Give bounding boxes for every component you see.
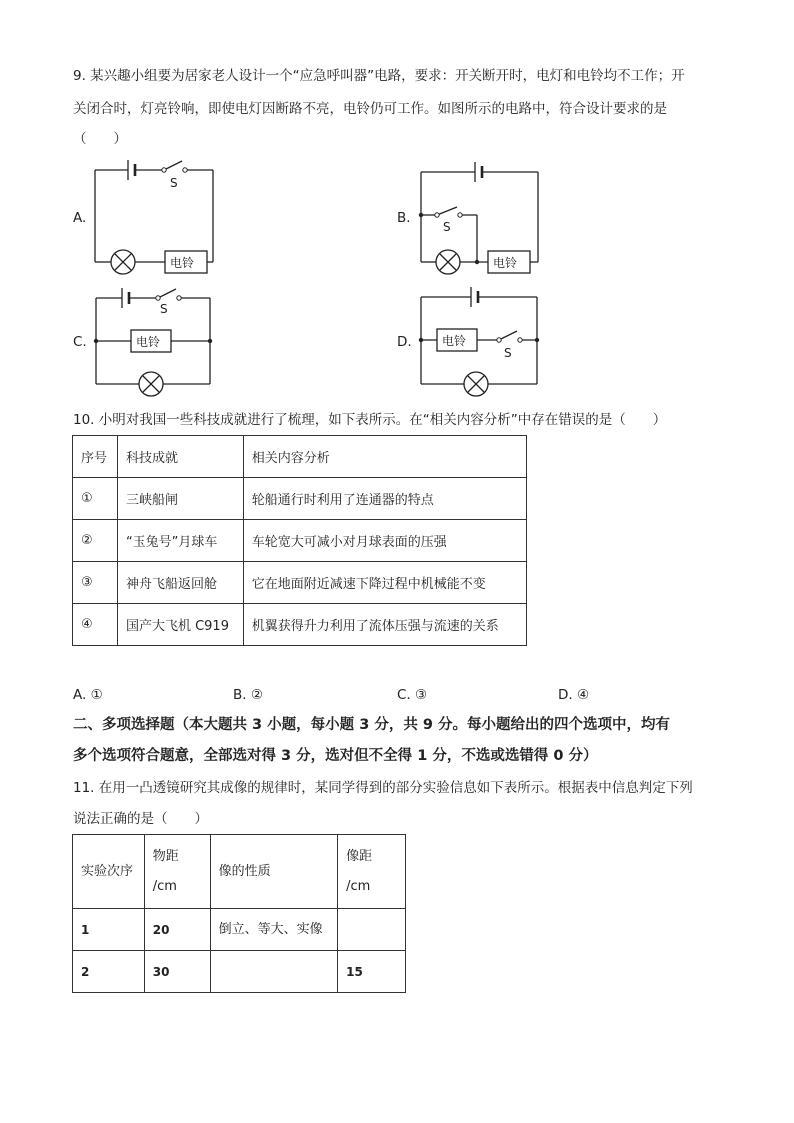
q10-choice-d[interactable]: D. ④: [558, 687, 590, 703]
q10-choice-b[interactable]: B. ②: [233, 687, 263, 703]
section-heading-line1: 二、多项选择题（本大题共 3 小题，每小题 3 分，共 9 分。每小题给出的四个选项中，均有: [73, 717, 671, 733]
table-cell: ④: [73, 604, 118, 646]
q10-stem: 10. 小明对我国一些科技成就进行了梳理，如下表所示。在“相关内容分析”中存在错误的是（ ）: [73, 412, 667, 428]
table-row: [73, 604, 527, 646]
table-row: [73, 478, 527, 520]
q9-circuit-b: [415, 155, 545, 275]
q9-circuit-a: [90, 155, 220, 275]
table-row: [73, 951, 406, 993]
table-cell: 30: [144, 951, 210, 993]
table-header-cell: 科技成就: [117, 436, 243, 478]
q10-table: [72, 435, 527, 646]
table-cell: 车轮宽大可减小对月球表面的压强: [243, 520, 526, 562]
table-row: [73, 562, 527, 604]
q10-choice-c[interactable]: C. ③: [397, 687, 428, 703]
table-header-row: [73, 436, 527, 478]
q11-stem-line2: 说法正确的是（ ）: [73, 811, 208, 827]
table-cell: 20: [144, 909, 210, 951]
q9-answer-blank: （ ）: [73, 131, 127, 147]
table-cell: ②: [73, 520, 118, 562]
q9-option-a-label[interactable]: A.: [73, 210, 87, 226]
table-cell: “玉兔号”月球车: [117, 520, 243, 562]
table-row: [73, 520, 527, 562]
unit-label: /cm: [152, 878, 177, 894]
svg-text:S: S: [443, 220, 451, 234]
q9-circuit-c: [90, 283, 220, 395]
table-cell: 机翼获得升力利用了流体压强与流速的关系: [243, 604, 526, 646]
table-cell: ③: [73, 562, 118, 604]
svg-text:电铃: 电铃: [442, 334, 467, 348]
q11-stem-line1: 11. 在用一凸透镜研究其成像的规律时，某同学得到的部分实验信息如下表所示。根据表中信息判定下列: [73, 780, 693, 796]
table-header-cell: 实验次序: [73, 835, 145, 909]
table-cell: ①: [73, 478, 118, 520]
table-header-cell: [338, 835, 406, 909]
table-cell: 三峡船闸: [117, 478, 243, 520]
table-header-cell: 像的性质: [210, 835, 338, 909]
table-cell: [210, 951, 338, 993]
q9-option-c-label[interactable]: C.: [73, 334, 87, 350]
section-heading-line2: 多个选项符合题意，全部选对得 3 分，选对但不全得 1 分，不选或选错得 0 分）: [73, 748, 598, 764]
q9-stem-line2: 关闭合时，灯亮铃响，即使电灯因断路不亮，电铃仍可工作。如图所示的电路中，符合设计要求的是: [73, 101, 667, 117]
unit-label: /cm: [346, 878, 371, 894]
svg-text:电铃: 电铃: [136, 335, 161, 349]
q10-choice-a[interactable]: A. ①: [73, 687, 103, 703]
table-header-cell: [144, 835, 210, 909]
q9-stem-line1: 9. 某兴趣小组要为居家老人设计一个“应急呼叫器”电路，要求：开关断开时，电灯和电铃均不工作；开: [73, 68, 685, 84]
table-header-cell: 序号: [73, 436, 118, 478]
table-cell: 2: [73, 951, 145, 993]
q9-option-b-label[interactable]: B.: [397, 210, 411, 226]
switch-blade: [164, 161, 182, 170]
bell-label: 电铃: [170, 256, 195, 270]
table-cell: 倒立、等大、实像: [210, 909, 338, 951]
q9-option-d-label[interactable]: D.: [397, 334, 412, 350]
svg-text:S: S: [160, 302, 168, 316]
table-cell: 国产大飞机 C919: [117, 604, 243, 646]
image-distance-label: 像距: [346, 848, 373, 864]
table-cell: 1: [73, 909, 145, 951]
table-cell: 它在地面附近减速下降过程中机械能不变: [243, 562, 526, 604]
table-cell: 15: [338, 951, 406, 993]
table-header-cell: 相关内容分析: [243, 436, 526, 478]
object-distance-label: 物距: [152, 848, 179, 864]
table-row: [73, 909, 406, 951]
q9-circuit-d: [415, 283, 545, 395]
svg-text:S: S: [504, 346, 512, 360]
table-header-row: [73, 835, 406, 909]
table-cell: [338, 909, 406, 951]
table-cell: 轮船通行时利用了连通器的特点: [243, 478, 526, 520]
table-cell: 神舟飞船返回舱: [117, 562, 243, 604]
switch-label: S: [170, 176, 178, 190]
q11-table: [72, 834, 406, 993]
svg-text:电铃: 电铃: [493, 256, 518, 270]
